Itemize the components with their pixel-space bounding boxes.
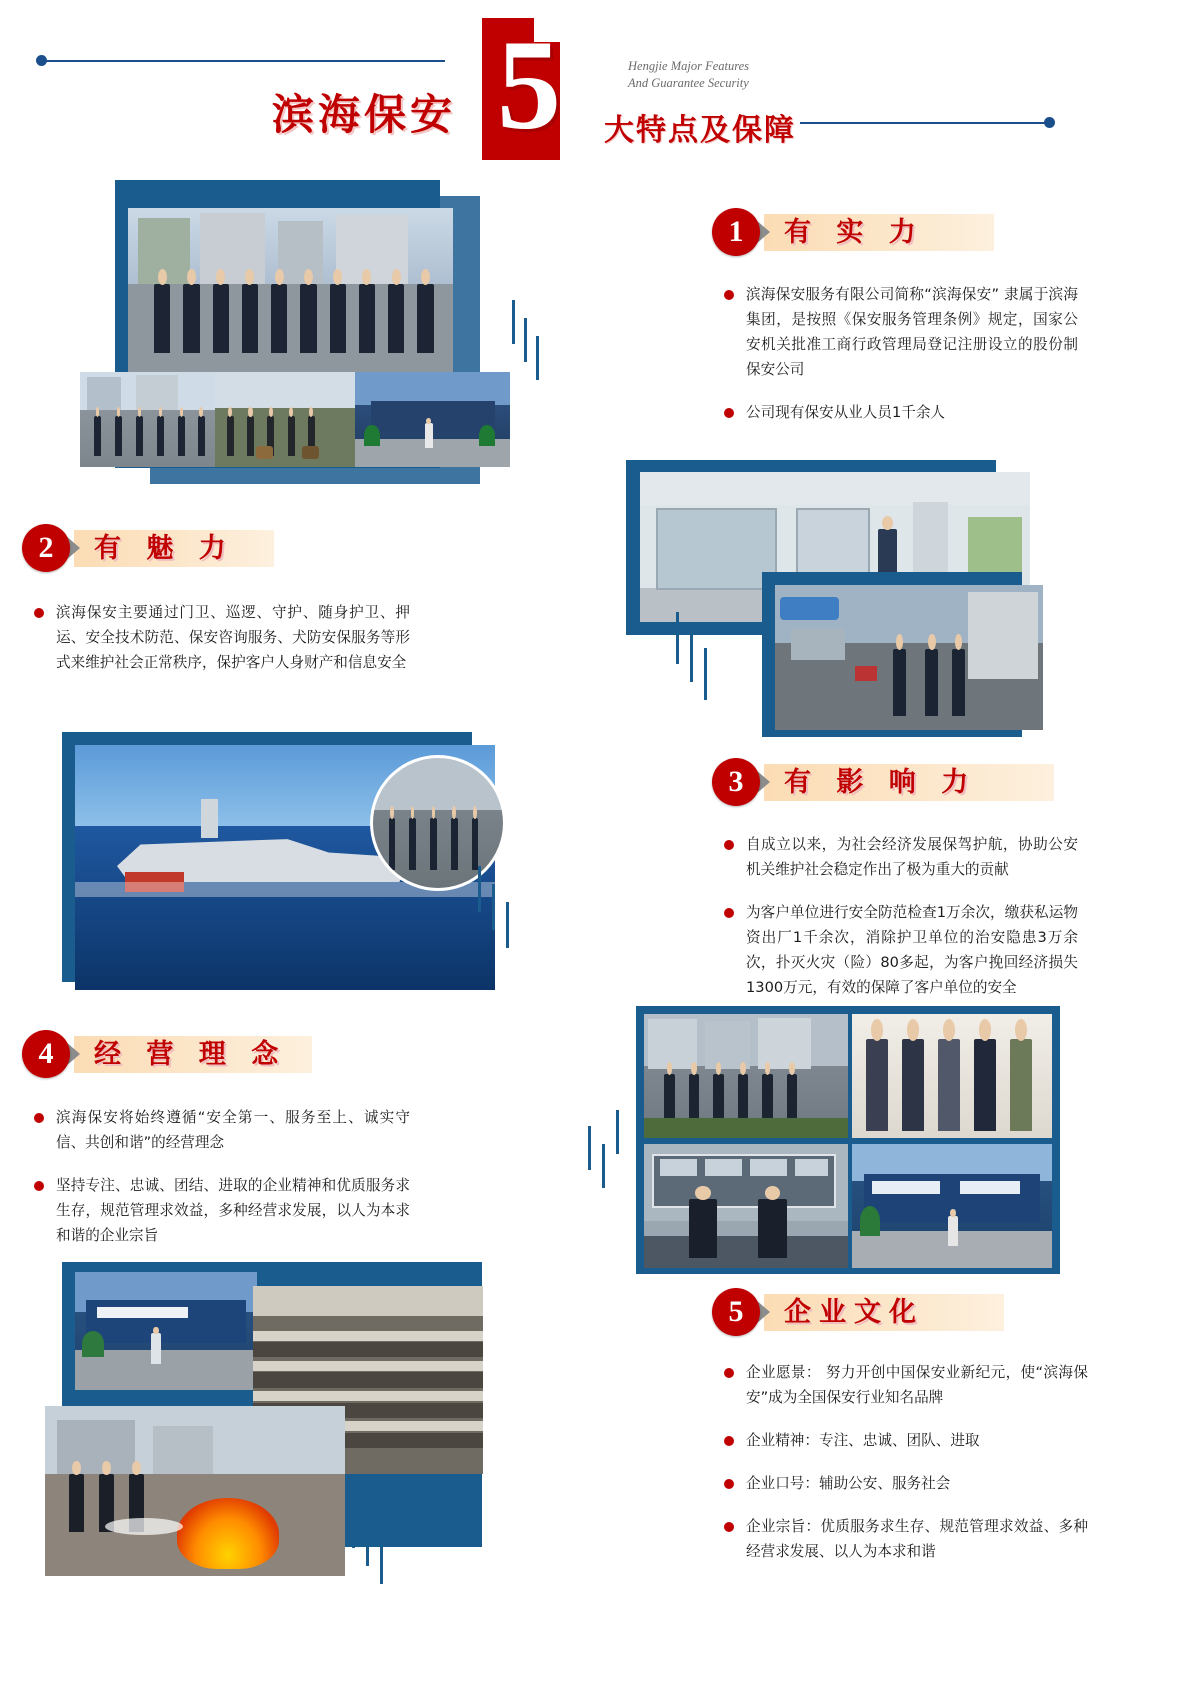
k9-dog-unit-photo [215, 372, 360, 467]
section-4-bullets [32, 1105, 410, 1266]
section-5-number: 5 [712, 1288, 760, 1336]
monitoring-room-photo [644, 1144, 848, 1268]
section-5-bullets [722, 1360, 1088, 1582]
header-dot-right [1044, 117, 1055, 128]
section-3-bullets [722, 832, 1078, 1018]
header-english-subtitle [628, 58, 749, 92]
section-5-title: 企业文化 [784, 1297, 924, 1328]
section-3-number: 3 [712, 758, 760, 806]
section-1-title: 有 实 力 [784, 217, 924, 248]
list-item: 企业精神：专注、忠诚、团队、进取 [722, 1428, 1088, 1453]
list-item: 公司现有保安从业人员1千余人 [722, 400, 1078, 425]
page-title-right: 大特点及保障 [604, 113, 796, 148]
page-header [0, 0, 1200, 170]
section-2-number: 2 [22, 524, 70, 572]
page-title-left: 滨海保安 [272, 90, 457, 139]
list-item: 滨海保安服务有限公司简称“滨海保安” 隶属于滨海集团，是按照《保安服务管理条例》规定，国家公安机关批准工商行政管理局登记注册设立的股份制保安公司 [722, 282, 1078, 382]
section-2-bullets [32, 600, 410, 693]
section-3-title: 有 影 响 力 [784, 767, 977, 798]
header-rule-right [800, 122, 1048, 124]
fire-drill-photo [45, 1406, 345, 1576]
event-stage-photo [355, 372, 510, 467]
header-big-number: 5 [497, 14, 559, 156]
section-1-bullets [722, 282, 1078, 443]
list-item: 为客户单位进行安全防范检查1万余次，缴获私运物资出厂1千余次，消除护卫单位的治安隐患3万余次，扑灭火灾（险）80多起，为客户挽回经济损失1300万元，有效的保障了客户单位的安全 [722, 900, 1078, 1000]
list-item: 企业愿景： 努力开创中国保安业新纪元，使“滨海保安”成为全国保安行业知名品牌 [722, 1360, 1088, 1410]
list-item: 企业口号：辅助公安、服务社会 [722, 1471, 1088, 1496]
list-item: 自成立以来，为社会经济发展保驾护航，协助公安机关维护社会稳定作出了极为重大的贡献 [722, 832, 1078, 882]
list-item: 滨海保安将始终遵循“安全第一、服务至上、诚实守信、共创和谐”的经营理念 [32, 1105, 410, 1155]
security-march-large-photo [128, 208, 453, 373]
section-2-title: 有 魅 力 [94, 533, 234, 564]
exhibition-booth-photo [852, 1144, 1052, 1268]
header-english-line2: And Guarantee Security [628, 76, 749, 90]
outdoor-guards-photo [775, 585, 1043, 730]
list-item: 企业宗旨：优质服务求生存、规范管理求效益、多种经营求发展、以人为本求和谐 [722, 1514, 1088, 1564]
section-1-number: 1 [712, 208, 760, 256]
header-rule-left [40, 60, 445, 62]
list-item: 坚持专注、忠诚、团结、进取的企业精神和优质服务求生存，规范管理求效益，多种经营求发展，以人为本求和谐的企业宗旨 [32, 1173, 410, 1248]
section-4-number: 4 [22, 1030, 70, 1078]
training-ground-photo [644, 1014, 848, 1138]
speech-stage-photo [75, 1272, 257, 1390]
section-4-title: 经 营 理 念 [94, 1039, 287, 1070]
formation-oval-photo [370, 755, 506, 891]
header-english-line1: Hengjie Major Features [628, 59, 750, 73]
list-item: 滨海保安主要通过门卫、巡逻、守护、随身护卫、押运、安全技术防范、保安咨询服务、犬防安保服务等形式来维护社会正常秩序，保护客户人身财产和信息安全 [32, 600, 410, 675]
uniform-lineup-photo [852, 1014, 1052, 1138]
security-march-small-photo [80, 372, 220, 467]
